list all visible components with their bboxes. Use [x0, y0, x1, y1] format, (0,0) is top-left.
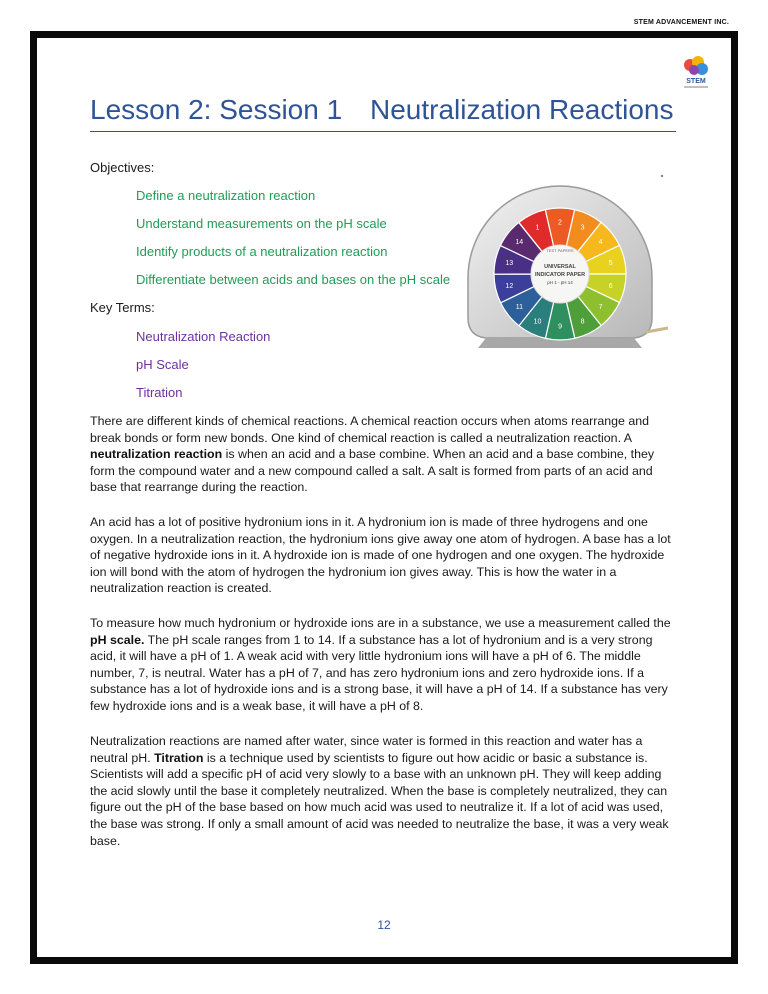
paragraph-neutralization: There are different kinds of chemical reactions. A chemical reaction occurs when atoms rearrange and break bonds or form new bonds. One kind of chemical reaction is called a neutralization reaction. A neutralization reaction is when an acid and a base combine. When an acid and a base combine, they form the compound water and a new compound called a salt. A salt is formed from parts of an acid and base that rearrange during the reaction.	[90, 414, 655, 495]
objective-item: Define a neutralization reaction	[136, 188, 316, 203]
term-neutralization-reaction: neutralization reaction	[90, 447, 223, 462]
indicator-text-line2: INDICATOR PAPER	[534, 272, 586, 278]
ph-number-label: 11	[515, 304, 524, 312]
ph-indicator-paper-photo	[446, 168, 674, 386]
paragraph-titration: Neutralization reactions are named after water, since water is formed in this reaction and water has a neutral pH. Titration is a technique used by scientists to figure out how acidic or basic a substance is. Scientists will add a specific pH of acid very slowly to a base with an unknown pH. They will keep adding the acid slowly until the base it completely neutralized. When the base is completely neutralized, they can figure out the pH of the base based on how much acid was used to neutralize it. If a lot of acid was used, the base was strong. If only a small amount of acid was needed to neutralize the base, it was a very weak base.	[90, 734, 669, 848]
term-titration: Titration	[154, 750, 204, 765]
ph-number-label: 9	[558, 323, 563, 331]
objective-item: Identify products of a neutralization reaction	[136, 244, 388, 259]
ph-number-label: 13	[505, 260, 514, 268]
ph-number-label: 2	[558, 219, 562, 227]
key-terms-label: Key Terms:	[90, 300, 155, 315]
lesson-title	[90, 91, 676, 132]
indicator-text-line1: UNIVERSAL	[544, 264, 576, 270]
ph-number-label: 7	[598, 303, 603, 311]
paragraph-acids-bases: An acid has a lot of positive hydronium ions in it. A hydronium ion is made of three hydrogens and one oxygen. In a neutralization reaction, the hydronium ions give away one atom of hydrogen. A base has a lot of negative hydroxide ions in it. A hydroxide ion is made of one hydrogen and one oxygen. The hydroxide ion will bond with the atom of hydrogen the hydronium ion gives away. This is how the water in a neutralization reaction is created.	[90, 515, 671, 596]
ph-number-label: 1	[535, 224, 540, 232]
term-ph-scale: pH scale.	[90, 632, 145, 647]
key-term-item: pH Scale	[136, 357, 189, 372]
ph-number-label: 3	[580, 224, 585, 232]
ph-number-label: 6	[608, 283, 613, 291]
ph-number-label: 4	[598, 239, 603, 247]
key-term-item: Titration	[136, 385, 183, 400]
ph-number-label: 10	[533, 318, 542, 326]
ph-number-label: 8	[580, 318, 585, 326]
objectives-label: Objectives:	[90, 160, 155, 175]
organization-name: STEM ADVANCEMENT INC.	[633, 19, 729, 26]
key-term-item: Neutralization Reaction	[136, 329, 271, 344]
lesson-topic-label: Neutralization Reactions	[370, 94, 674, 125]
stem-logo	[676, 53, 716, 93]
indicator-text-line3: pH 1 - pH 14	[547, 280, 573, 285]
ph-number-label: 14	[515, 239, 524, 247]
logo-text: STEM	[686, 78, 706, 85]
lesson-session-label: Lesson 2: Session 1	[90, 94, 343, 125]
paragraph-ph-scale: To measure how much hydronium or hydroxide ions are in a substance, we use a measurement called the pH scale. The pH scale ranges from 1 to 14. If a substance has a lot of hydronium and is a very strong acid, it will have a pH of 1. A weak acid with very little hydronium ions will have a pH of 6. The middle number, 7, is neutral. Water has a pH of 7, and has zero hydronium ions and zero hydroxide ions. If a substance has a lot of hydroxide ions and is a strong base, it will have a pH of 14. If a substance has very few hydroxide ions and is a weak base, it will have a pH of 8.	[90, 616, 671, 713]
test-papers-text: TEST PAPERS	[546, 248, 574, 253]
objective-item: Differentiate between acids and bases on the pH scale	[136, 272, 451, 287]
objective-item: Understand measurements on the pH scale	[136, 216, 387, 231]
page-number: 12	[377, 918, 391, 932]
ph-number-label: 12	[505, 283, 514, 291]
ph-number-label: 5	[608, 259, 613, 267]
